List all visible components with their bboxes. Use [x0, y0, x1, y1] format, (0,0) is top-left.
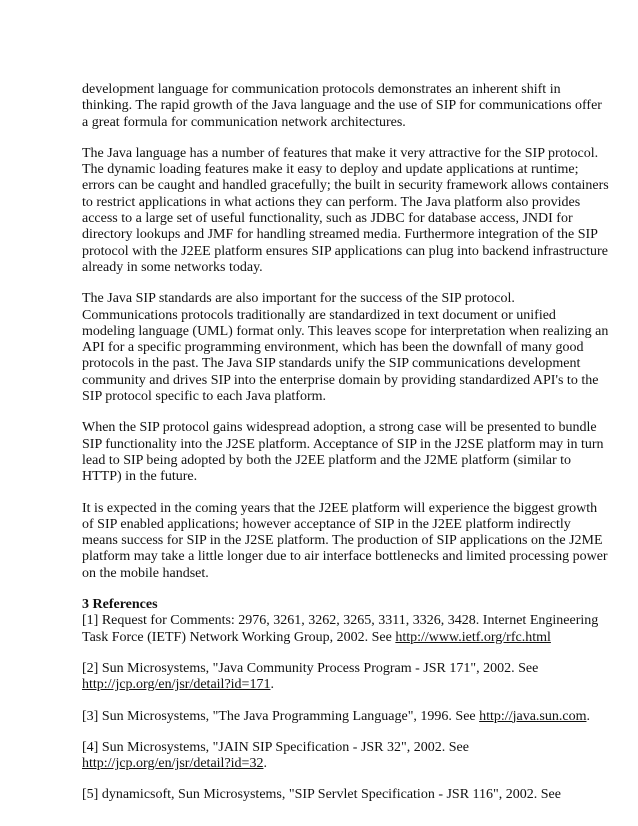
text-line: directory lookups and JMF for handling streamed media. Furthermore integration of the SIP [82, 227, 598, 243]
text-line: [4] Sun Microsystems, "JAIN SIP Specification - JSR 32", 2002. See [82, 739, 469, 755]
paragraph-java-shift [82, 82, 602, 131]
reference-item [82, 787, 560, 803]
reference-tail: . [586, 708, 590, 724]
text-line: [5] dynamicsoft, Sun Microsystems, "SIP Servlet Specification - JSR 116", 2002. See [82, 787, 561, 803]
text-line: protocols in the past. The Java SIP standards unify the SIP communications development [82, 356, 581, 372]
java-sun-link[interactable]: http://java.sun.com [479, 708, 587, 724]
text-line: lead to SIP being adopted by both the J2EE platform and the J2ME platform (similar to [82, 452, 572, 468]
reference-tail: . [263, 756, 267, 772]
text-line: API for a specific programming environment, which has been the downfall of many good [82, 340, 584, 356]
reference-text: [3] Sun Microsystems, "The Java Programming Language", 1996. See [82, 708, 480, 724]
jsr-171-link[interactable]: http://jcp.org/en/jsr/detail?id=171 [82, 677, 271, 693]
text-line: access to a large set of useful functionality, such as JDBC for database access, JNDI for [82, 211, 573, 227]
text-line: community and drives SIP into the enterprise domain by providing standardized API's to the [82, 372, 599, 388]
paragraph-coming-years [82, 500, 608, 582]
text-line: platform may take a little longer due to air interface bottlenecks and limited processing power [82, 549, 608, 565]
text-line: a great formula for communication network architectures. [82, 114, 406, 130]
text-line: already in some networks today. [82, 259, 263, 275]
text-line [82, 708, 590, 725]
reference-item [82, 708, 590, 725]
text-line [82, 677, 560, 693]
text-line: SIP functionality into the J2SE platform. Acceptance of SIP in the J2SE platform may in turn [82, 436, 604, 452]
jsr-32-link[interactable]: http://jcp.org/en/jsr/detail?id=32 [82, 756, 264, 772]
text-line: SIP protocol specific to each Java platform. [82, 389, 327, 405]
text-line: to restrict applications in what actions they can perform. The Java platform also provides [82, 194, 581, 210]
paragraph-java-features [82, 145, 609, 276]
text-line: HTTP) in the future. [82, 469, 198, 485]
text-line: protocol with the J2EE platform ensures SIP applications can plug into backend infrastructure [82, 243, 608, 259]
reference-tail: . [270, 677, 274, 693]
text-line: errors can be caught and handled gracefully; the built in security framework allows containers [82, 178, 609, 194]
text-line: modeling language (UML) format only. This leaves scope for interpretation when realizing an [82, 323, 609, 339]
text-line: It is expected in the coming years that the J2EE platform will experience the biggest growth [82, 500, 598, 516]
reference-item [82, 613, 599, 646]
reference-item [82, 740, 560, 773]
reference-text: Task Force (IETF) Network Working Group, 2002. See [82, 629, 396, 645]
references-section [82, 597, 599, 804]
text-line: development language for communication protocols demonstrates an inherent shift in [82, 82, 561, 97]
document-page [82, 82, 609, 819]
text-line [82, 630, 560, 646]
text-line [82, 756, 560, 772]
text-line: on the mobile handset. [82, 565, 209, 581]
text-line: Communications protocols traditionally are standardized in text document or unified [82, 307, 556, 323]
text-line: [2] Sun Microsystems, "Java Community Process Program - JSR 171", 2002. See [82, 660, 539, 676]
ietf-rfc-link[interactable]: http://www.ietf.org/rfc.html [395, 629, 551, 645]
text-line: When the SIP protocol gains widespread adoption, a strong case will be presented to bundle [82, 420, 597, 436]
references-heading: 3 References [82, 597, 158, 613]
text-line: thinking. The rapid growth of the Java language and the use of SIP for communications offer [82, 98, 602, 114]
text-line: The Java SIP standards are also important for the success of the SIP protocol. [82, 291, 515, 307]
text-line: [1] Request for Comments: 2976, 3261, 3262, 3265, 3311, 3326, 3428. Internet Engineering [82, 613, 599, 629]
text-line: of SIP enabled applications; however acceptance of SIP in the J2EE platform indirectly [82, 516, 571, 532]
paragraph-java-sip-standards [82, 291, 609, 405]
reference-item [82, 661, 560, 694]
paragraph-sip-adoption [82, 420, 604, 485]
text-line: The dynamic loading features make it easy to deploy and update applications at runtime; [82, 162, 579, 178]
text-line: The Java language has a number of features that make it very attractive for the SIP protocol. [82, 145, 599, 161]
text-line: means success for SIP in the J2SE platform. The production of SIP applications on the J2ME [82, 533, 603, 549]
